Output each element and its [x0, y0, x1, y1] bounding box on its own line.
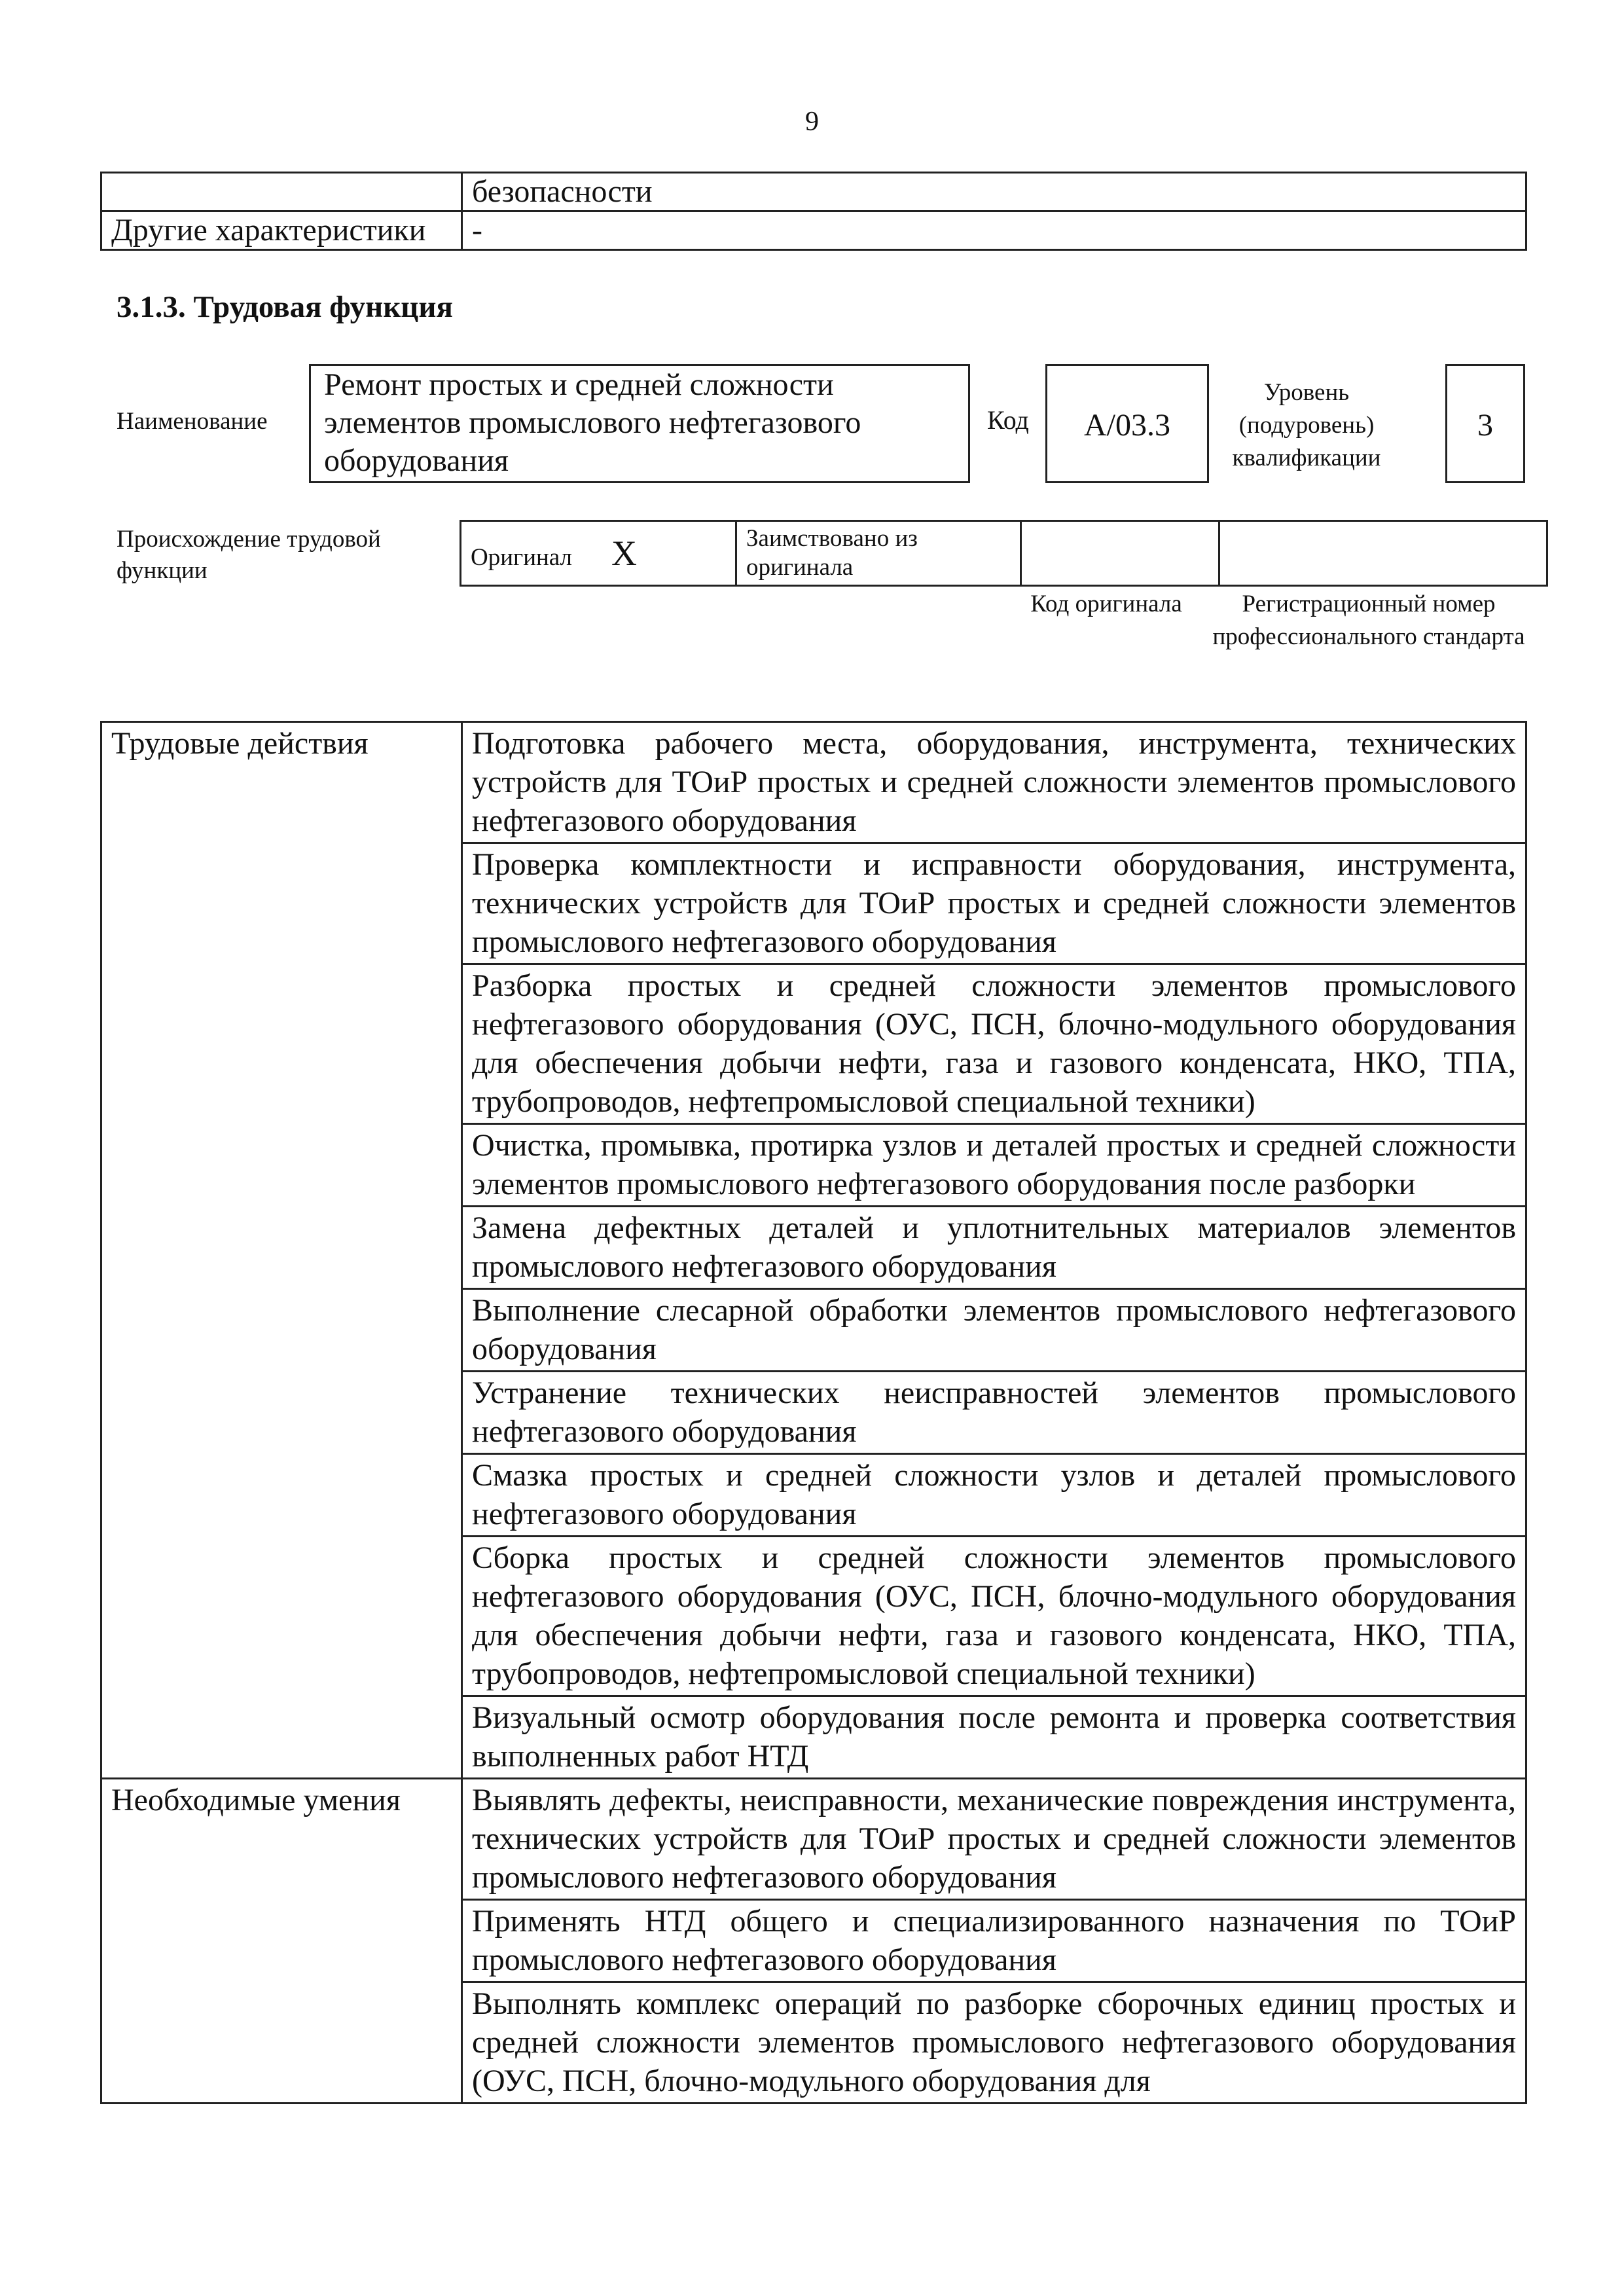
function-details-table: [100, 721, 1527, 2104]
page-number: 9: [805, 107, 819, 137]
table-row: [101, 1779, 1526, 1900]
table-cell: Очистка, промывка, протирка узлов и деталей простых и средней сложности элементов промыслового нефтегазового оборудования после разборки: [462, 1124, 1526, 1207]
table-cell: [101, 173, 462, 211]
original-cell: [461, 521, 736, 586]
top-continuation-table: [100, 172, 1527, 251]
section-heading: 3.1.3. Трудовая функция: [117, 290, 453, 324]
table-cell: Подготовка рабочего места, оборудования, инструмента, технических устройств для ТОиР простых и средней сложности элементов промыслового нефтегазового оборудования: [462, 722, 1526, 843]
table-cell: Разборка простых и средней сложности элементов промыслового нефтегазового оборудования (ОУС, ПСН, блочно-модульного оборудования для обеспечения добычи нефти, газа и газового конденсата, НКО, ТПА, трубопроводов, нефтепромысловой специальной техники): [462, 964, 1526, 1124]
origin-table: [460, 520, 1548, 587]
table-cell: Замена дефектных деталей и уплотнительных материалов элементов промыслового нефтегазового оборудования: [462, 1207, 1526, 1289]
table-cell: Визуальный осмотр оборудования после ремонта и проверка соответствия выполненных работ НТД: [462, 1696, 1526, 1779]
table-cell: Выявлять дефекты, неисправности, механические повреждения инструмента, технических устройств для ТОиР простых и средней сложности элементов промыслового нефтегазового оборудования: [462, 1779, 1526, 1900]
section-title: Трудовые действия: [101, 722, 462, 1779]
table-cell: Смазка простых и средней сложности узлов и деталей промыслового нефтегазового оборудования: [462, 1454, 1526, 1537]
table-cell: Сборка простых и средней сложности элементов промыслового нефтегазового оборудования (ОУС, ПСН, блочно-модульного оборудования для обеспечения добычи нефти, газа и газового конденсата, НКО, ТПА, трубопроводов, нефтепромысловой специальной техники): [462, 1537, 1526, 1696]
level-label-line: (подуровень): [1238, 412, 1375, 439]
borrowed-label: Заимствовано из оригинала: [736, 521, 1021, 586]
table-cell: -: [462, 211, 1526, 250]
table-cell: Выполнение слесарной обработки элементов промыслового нефтегазового оборудования: [462, 1289, 1526, 1372]
table-cell: Применять НТД общего и специализированного назначения по ТОиР промыслового нефтегазового оборудования: [462, 1900, 1526, 1982]
name-label: Наименование: [117, 408, 268, 435]
registration-number-caption: Регистрационный номер профессионального стандарта: [1212, 591, 1525, 650]
original-code-caption: Код оригинала: [1030, 591, 1182, 617]
table-row: [101, 173, 1526, 211]
original-mark: X: [611, 534, 638, 573]
function-name-box: Ремонт простых и средней сложности элементов промыслового нефтегазового оборудования: [309, 364, 970, 483]
table-cell: Другие характеристики: [101, 211, 462, 250]
qualification-level-box: 3: [1445, 364, 1525, 483]
table-row: [101, 211, 1526, 250]
level-label-line: Уровень: [1263, 379, 1350, 406]
function-code-box: А/03.3: [1045, 364, 1209, 483]
table-cell: Проверка комплектности и исправности оборудования, инструмента, технических устройств для ТОиР простых и средней сложности элементов промыслового нефтегазового оборудования: [462, 843, 1526, 964]
original-label: Оригинал: [471, 544, 573, 571]
table-cell: Выполнять комплекс операций по разборке сборочных единиц простых и средней сложности элементов промыслового нефтегазового оборудования (ОУС, ПСН, блочно-модульного оборудования для: [462, 1982, 1526, 2104]
qualification-level-label: [1208, 376, 1405, 475]
table-cell: Устранение технических неисправностей элементов промыслового нефтегазового оборудования: [462, 1372, 1526, 1454]
code-label: Код: [987, 405, 1029, 435]
origin-label: Происхождение трудовой функции: [117, 526, 381, 584]
table-row: [461, 521, 1547, 586]
registration-number-cell: [1219, 521, 1547, 586]
table-row: [101, 722, 1526, 843]
level-label-line: квалификации: [1232, 445, 1381, 471]
section-title: Необходимые умения: [101, 1779, 462, 2104]
original-code-cell: [1021, 521, 1219, 586]
table-cell: безопасности: [462, 173, 1526, 211]
